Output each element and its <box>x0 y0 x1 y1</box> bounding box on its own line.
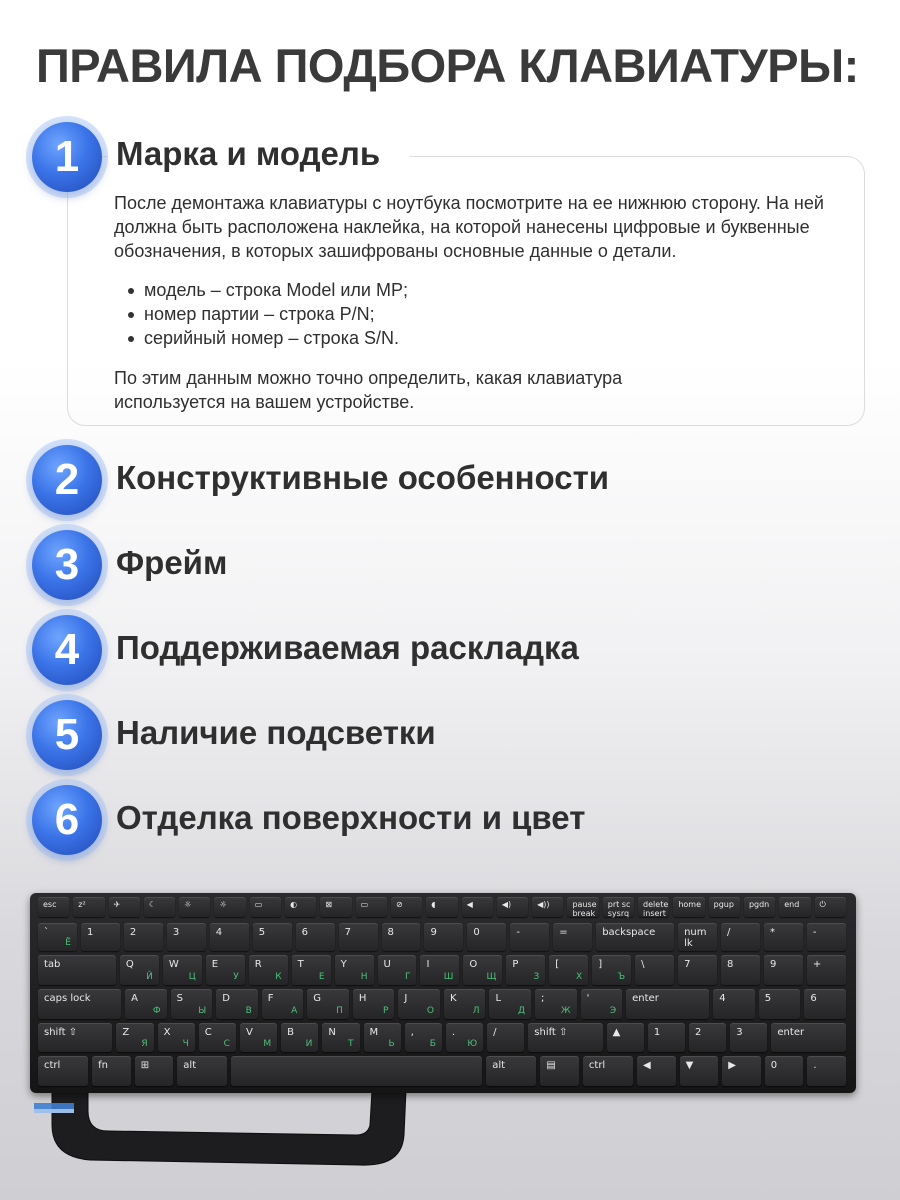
keyboard-key <box>231 1056 482 1086</box>
key-label: J <box>404 993 408 1004</box>
key-cyrillic-label: Б <box>429 1039 436 1049</box>
key-label: shift ⇧ <box>534 1027 568 1038</box>
key-label: ☾ <box>148 900 157 909</box>
key-label: [ <box>555 959 560 970</box>
keyboard-key <box>206 955 245 985</box>
keyboard-key <box>391 897 422 917</box>
key-label: 8 <box>387 927 394 938</box>
step-2-title: Конструктивные особенности <box>116 459 610 496</box>
keyboard-key <box>285 897 316 917</box>
key-cyrillic-label: П <box>336 1006 343 1016</box>
keyboard-key <box>214 897 245 917</box>
key-cyrillic-label: Ы <box>198 1006 207 1016</box>
keyboard-key <box>250 897 281 917</box>
keyboard-key <box>167 923 206 951</box>
keyboard-key <box>73 897 104 917</box>
step-1-badge: 1 <box>32 122 102 192</box>
keyboard-key <box>506 955 545 985</box>
key-cyrillic-label: Ц <box>188 972 196 982</box>
key-label: ◀) <box>501 900 512 909</box>
keyboard-key <box>583 1056 633 1086</box>
step-3-badge: 3 <box>32 530 102 600</box>
key-label: B <box>287 1027 295 1038</box>
key-cyrillic-label: И <box>305 1039 313 1049</box>
keyboard-key <box>581 989 623 1019</box>
key-label: R <box>254 959 262 970</box>
key-label: ▼ <box>685 1060 694 1071</box>
keyboard-key <box>467 923 506 951</box>
key-label: 4 <box>719 993 726 1004</box>
keyboard-key <box>158 1023 195 1052</box>
key-label: pgdn <box>748 900 770 909</box>
key-label: X <box>163 1027 171 1038</box>
key-label: G <box>313 993 322 1004</box>
keyboard-key <box>116 1023 153 1052</box>
keyboard-key <box>240 1023 277 1052</box>
keyboard-key <box>486 1056 536 1086</box>
keyboard-key <box>680 1056 719 1086</box>
keyboard-key <box>307 989 349 1019</box>
keyboard-key <box>678 923 717 951</box>
key-label: 6 <box>810 993 817 1004</box>
step-6-title: Отделка поверхности и цвет <box>116 799 586 836</box>
key-cyrillic-label: Я <box>141 1039 148 1049</box>
keyboard-key <box>626 989 709 1019</box>
key-label: ⊘ <box>395 900 403 909</box>
keyboard-row <box>38 1056 850 1086</box>
keyboard-key <box>815 897 846 917</box>
key-label: 7 <box>684 959 691 970</box>
keyboard-key <box>296 923 335 951</box>
step-1-description: После демонтажа клавиатуры с ноутбука посмотрите на ее нижнюю сторону. На ней должна быть расположена наклейка, на которой нанесены цифровые и буквенные обозначения, в которых зашифрованы основные данные о детали. <box>114 193 824 261</box>
key-label: + <box>812 959 822 970</box>
keyboard-key <box>689 1023 726 1052</box>
keyboard-key <box>764 955 803 985</box>
key-cyrillic-label: Г <box>404 972 411 982</box>
key-label: P <box>512 959 519 970</box>
keyboard-key <box>510 923 549 951</box>
keyboard-key <box>765 1056 804 1086</box>
keyboard-key <box>398 989 440 1019</box>
keyboard-key <box>216 989 258 1019</box>
keyboard-key <box>637 1056 676 1086</box>
key-cyrillic-label: Щ <box>486 972 497 982</box>
keyboard-image <box>0 885 900 1200</box>
keyboard-key <box>771 1023 845 1052</box>
keyboard-key <box>744 897 775 917</box>
key-cyrillic-label: О <box>426 1006 434 1016</box>
key-label: K <box>449 993 457 1004</box>
key-label: ◀)) <box>537 900 550 909</box>
key-label: fn <box>98 1060 108 1071</box>
key-label: ▤ <box>546 1060 556 1071</box>
key-label: ctrl <box>44 1060 61 1071</box>
step-1-bullet-list <box>126 278 408 350</box>
keyboard-key <box>38 989 121 1019</box>
key-cyrillic-label: Е <box>318 972 325 982</box>
keyboard-key <box>532 897 563 917</box>
keyboard-key <box>135 1056 174 1086</box>
key-label: ☼ <box>219 900 227 909</box>
key-label: ctrl <box>588 1060 606 1071</box>
key-label: 0 <box>770 1060 778 1071</box>
keyboard-key <box>210 923 249 951</box>
keyboard-key <box>322 1023 359 1052</box>
step-4-title: Поддерживаемая раскладка <box>116 629 579 666</box>
key-label: caps lock <box>44 993 91 1004</box>
key-label: enter <box>632 993 659 1004</box>
key-label: T <box>297 959 304 970</box>
key-label: ◀ <box>643 1060 651 1071</box>
key-cyrillic-label: Ъ <box>617 972 626 982</box>
keyboard-row <box>38 923 850 951</box>
keyboard-key <box>81 923 120 951</box>
key-label: V <box>245 1027 253 1038</box>
key-label: tab <box>44 959 61 970</box>
key-label: 9 <box>430 927 437 938</box>
key-label: ▭ <box>360 900 369 909</box>
key-cyrillic-label: М <box>263 1039 272 1049</box>
key-cyrillic-label: Э <box>609 1006 617 1016</box>
keyboard-key <box>171 989 213 1019</box>
bullet-model: модель – строка Model или MP; <box>126 278 408 302</box>
key-label: alt <box>492 1060 506 1071</box>
key-label: z² <box>78 900 86 909</box>
key-label: 1 <box>86 927 94 938</box>
key-cyrillic-label: Ё <box>65 938 71 948</box>
key-label: = <box>559 927 568 938</box>
keyboard-key <box>253 923 292 951</box>
key-label: end <box>784 900 800 909</box>
keyboard-key <box>764 923 803 951</box>
keyboard-key <box>426 897 457 917</box>
keyboard-body <box>30 893 856 1093</box>
keyboard-key <box>92 1056 131 1086</box>
keyboard-key <box>549 955 588 985</box>
step-2-badge: 2 <box>32 445 102 515</box>
key-label: A <box>131 993 138 1004</box>
key-label: 7 <box>344 927 351 938</box>
key-cyrillic-label: Ю <box>467 1039 478 1049</box>
key-label: S <box>176 993 184 1004</box>
key-cyrillic-label: Т <box>348 1039 354 1049</box>
key-label: esc <box>43 900 57 909</box>
keyboard-key <box>179 897 210 917</box>
key-label: Z <box>122 1027 130 1038</box>
keyboard-key <box>535 989 577 1019</box>
keyboard-key <box>462 897 493 917</box>
key-label: ⏻ <box>819 900 826 909</box>
key-label: ✈ <box>113 900 121 909</box>
key-label: D <box>222 993 230 1004</box>
keyboard-key <box>38 923 77 951</box>
keyboard-key <box>721 923 760 951</box>
key-label: ◖ <box>431 900 436 909</box>
keyboard-key <box>38 1056 88 1086</box>
keyboard-key <box>804 989 846 1019</box>
keyboard-key <box>125 989 167 1019</box>
keyboard-key <box>489 989 531 1019</box>
keyboard-key <box>262 989 304 1019</box>
key-label: ▭ <box>254 900 263 909</box>
key-label: ◐ <box>290 900 298 909</box>
key-label: 3 <box>172 927 180 938</box>
keyboard-key <box>405 1023 442 1052</box>
key-label: 5 <box>258 927 266 938</box>
key-cyrillic-label: З <box>533 972 540 982</box>
keyboard-key <box>320 897 351 917</box>
keyboard-key <box>635 955 674 985</box>
key-label: prt sc sysrq <box>607 900 631 918</box>
keyboard-key <box>678 955 717 985</box>
keyboard-row <box>38 955 850 985</box>
key-label: M <box>369 1027 379 1038</box>
key-label: 9 <box>769 959 777 970</box>
key-label: ] <box>598 959 603 970</box>
key-label: num lk <box>684 927 707 949</box>
key-cyrillic-label: Ш <box>443 972 454 982</box>
key-cyrillic-label: Р <box>382 1006 389 1016</box>
key-label: Y <box>340 959 347 970</box>
keyboard-key <box>673 897 704 917</box>
keyboard-key <box>807 955 846 985</box>
keyboard-key <box>420 955 459 985</box>
key-cyrillic-label: Х <box>576 972 583 982</box>
keyboard-key <box>356 897 387 917</box>
step-5-title: Наличие подсветки <box>116 714 436 751</box>
key-cyrillic-label: Ь <box>388 1039 395 1049</box>
key-label: 2 <box>129 927 137 938</box>
keyboard-key <box>487 1023 524 1052</box>
key-label: alt <box>183 1060 197 1071</box>
key-cyrillic-label: Л <box>472 1006 480 1016</box>
key-label: home <box>678 900 702 909</box>
step-1-conclusion: По этим данным можно точно определить, какая клавиатура используется на вашем устройстве. <box>114 368 623 412</box>
keyboard-key <box>38 1023 112 1052</box>
key-cyrillic-label: Ж <box>560 1006 571 1016</box>
keyboard-key <box>463 955 502 985</box>
keyboard-key <box>779 897 810 917</box>
key-label: ☼ <box>184 900 192 909</box>
keyboard-key <box>339 923 378 951</box>
key-label: / <box>727 927 731 938</box>
key-label: ▶ <box>728 1060 736 1071</box>
keyboard-row <box>38 897 850 917</box>
keyboard-key <box>638 897 669 917</box>
key-label: F <box>267 993 274 1004</box>
key-label: 6 <box>301 927 308 938</box>
key-label: \ <box>641 959 645 970</box>
step-1-title: Марка и модель <box>116 135 381 172</box>
key-label: 0 <box>473 927 480 938</box>
key-label: U <box>383 959 391 970</box>
key-label: W <box>168 959 179 970</box>
key-label: enter <box>777 1027 805 1038</box>
key-label: . <box>451 1027 456 1038</box>
key-label: 4 <box>215 927 223 938</box>
key-label: 5 <box>764 993 772 1004</box>
key-label: pgup <box>713 900 734 909</box>
key-label: pause break <box>572 900 597 918</box>
keyboard-key <box>38 897 69 917</box>
step-3-title: Фрейм <box>116 544 228 581</box>
step-6-badge: 6 <box>32 785 102 855</box>
step-5-badge: 5 <box>32 700 102 770</box>
key-label: H <box>358 993 367 1004</box>
keyboard-key <box>292 955 331 985</box>
key-label: 8 <box>727 959 734 970</box>
key-label: shift ⇧ <box>44 1027 78 1038</box>
key-cyrillic-label: Д <box>518 1006 526 1016</box>
keyboard-key <box>163 955 202 985</box>
keyboard-key <box>353 989 395 1019</box>
key-label: E <box>211 959 219 970</box>
key-label: . <box>813 1060 817 1071</box>
keyboard-key <box>249 955 288 985</box>
key-label: backspace <box>602 927 656 938</box>
keyboard-key <box>199 1023 236 1052</box>
keyboard-key <box>364 1023 401 1052</box>
key-cyrillic-label: К <box>275 972 282 982</box>
key-label: ' <box>586 993 590 1004</box>
key-cyrillic-label: С <box>223 1039 230 1049</box>
key-label: O <box>469 959 478 970</box>
key-label: N <box>328 1027 336 1038</box>
keyboard-key <box>109 897 140 917</box>
key-label: - <box>516 927 520 938</box>
keyboard-key <box>721 955 760 985</box>
key-label: ◀ <box>466 900 473 909</box>
keyboard-key <box>807 923 846 951</box>
key-cyrillic-label: У <box>233 972 239 982</box>
key-label: I <box>426 959 430 970</box>
key-label: 3 <box>736 1027 743 1038</box>
keyboard-row <box>38 989 850 1019</box>
keyboard-key <box>648 1023 685 1052</box>
key-cyrillic-label: Ч <box>182 1039 189 1049</box>
key-label: ⊠ <box>325 900 333 909</box>
keyboard-key <box>528 1023 602 1052</box>
keyboard-key <box>759 989 801 1019</box>
keyboard-key <box>592 955 631 985</box>
key-label: ` <box>44 927 49 938</box>
keyboard-key <box>382 923 421 951</box>
key-label: / <box>493 1027 497 1038</box>
keyboard-key <box>281 1023 318 1052</box>
keyboard-key <box>497 897 528 917</box>
keyboard-key <box>378 955 417 985</box>
keyboard-key <box>335 955 374 985</box>
keyboard-key <box>567 897 598 917</box>
keyboard-key <box>730 1023 767 1052</box>
keyboard-key <box>120 955 159 985</box>
keyboard-key <box>607 1023 644 1052</box>
keyboard-key <box>722 1056 761 1086</box>
key-label: L <box>495 993 502 1004</box>
keyboard-key <box>713 989 755 1019</box>
keyboard-key <box>553 923 592 951</box>
key-cyrillic-label: В <box>245 1006 252 1016</box>
page-title: ПРАВИЛА ПОДБОРА КЛАВИАТУРЫ: <box>36 39 859 92</box>
keyboard-key <box>177 1056 227 1086</box>
keyboard-key <box>444 989 486 1019</box>
key-label: ⊞ <box>140 1060 150 1071</box>
key-label: , <box>410 1027 414 1038</box>
keyboard-row <box>38 1023 850 1052</box>
step-4-badge: 4 <box>32 615 102 685</box>
bullet-part-number: номер партии – строка P/N; <box>126 302 408 326</box>
key-cyrillic-label: Ф <box>152 1006 161 1016</box>
key-cyrillic-label: Й <box>146 972 153 982</box>
key-label: delete insert <box>643 900 669 918</box>
key-label: ▲ <box>612 1027 621 1038</box>
keyboard-key <box>603 897 634 917</box>
keyboard-key <box>709 897 740 917</box>
key-cyrillic-label: А <box>291 1006 298 1016</box>
key-label: * <box>769 927 775 938</box>
keyboard-key <box>424 923 463 951</box>
key-label: 2 <box>695 1027 702 1038</box>
key-cyrillic-label: Н <box>360 972 368 982</box>
key-label: Q <box>125 959 134 970</box>
key-label: - <box>812 927 817 938</box>
key-label: C <box>204 1027 212 1038</box>
keyboard-key <box>540 1056 579 1086</box>
bullet-serial-number: серийный номер – строка S/N. <box>126 326 408 350</box>
keyboard-key <box>38 955 116 985</box>
key-label: ; <box>541 993 545 1004</box>
keyboard-key <box>124 923 163 951</box>
keyboard-key <box>446 1023 483 1052</box>
key-label: 1 <box>653 1027 661 1038</box>
keyboard-key <box>807 1056 846 1086</box>
keyboard-key <box>596 923 674 951</box>
keyboard-key <box>144 897 175 917</box>
